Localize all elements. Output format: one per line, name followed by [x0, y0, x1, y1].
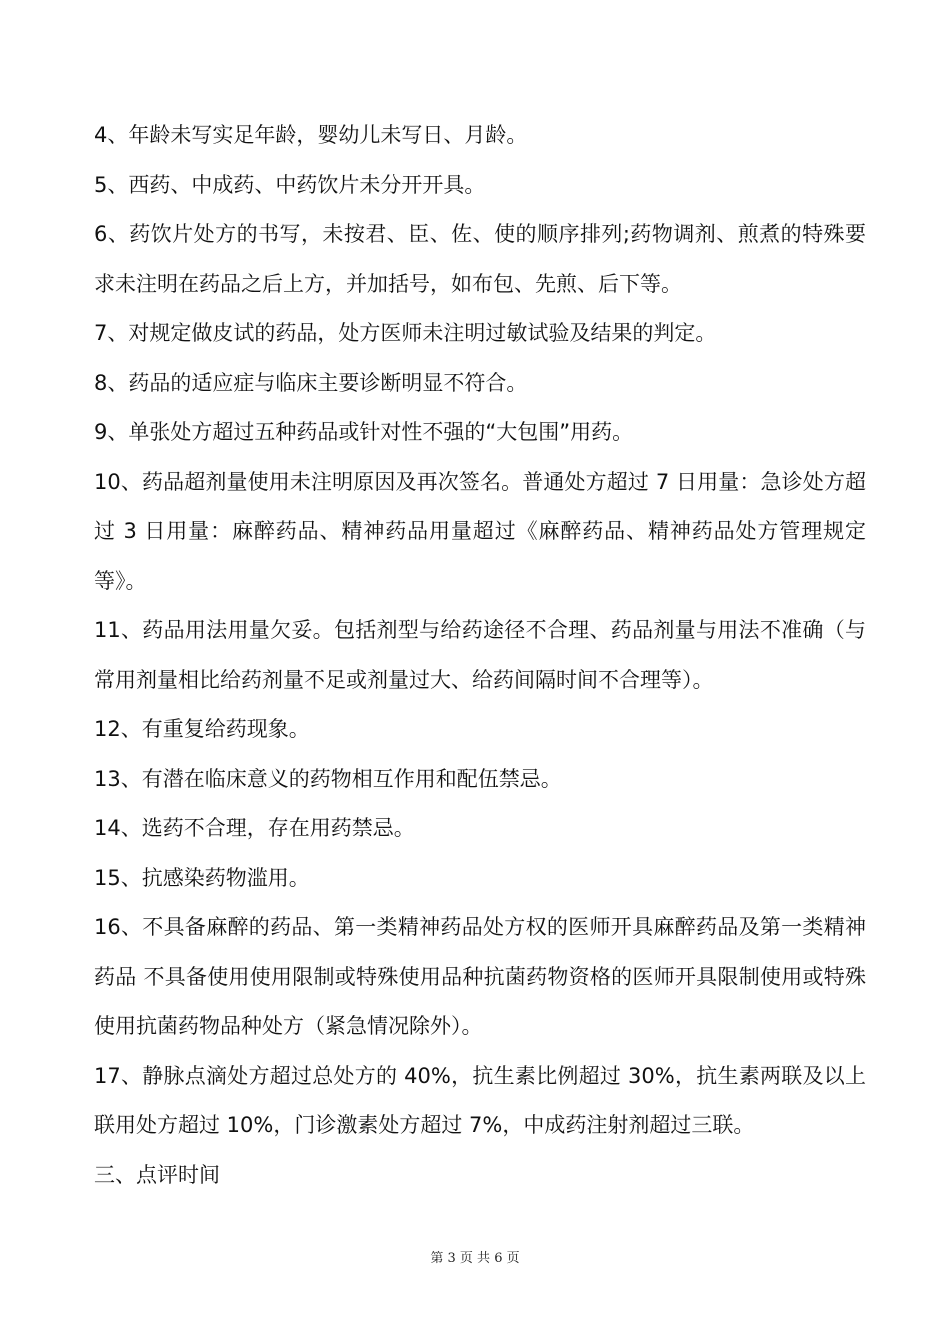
- paragraph-item-6: 6、药饮片处方的书写，未按君、臣、佐、使的顺序排列;药物调剂、煎煮的特殊要求未注明在药品之后上方，并加括号，如布包、先煎、后下等。: [94, 222, 866, 296]
- paragraph-item-9: 9、单张处方超过五种药品或针对性不强的“大包围”用药。: [94, 420, 634, 444]
- paragraph-item-7: 7、对规定做皮试的药品，处方医师未注明过敏试验及结果的判定。: [94, 321, 717, 345]
- paragraph-item-5: 5、西药、中成药、中药饮片未分开开具。: [94, 172, 486, 197]
- paragraph-item-15: 15、抗感染药物滥用。: [94, 865, 310, 890]
- paragraph-item-13: 13、有潜在临床意义的药物相互作用和配伍禁忌。: [94, 766, 562, 791]
- section-heading: 三、点评时间: [94, 1162, 220, 1187]
- paragraph-item-16: 16、不具备麻醉的药品、第一类精神药品处方权的医师开具麻醉药品及第一类精神药品 不具备使用使用限制或特殊使用品种抗菌药物资格的医师开具限制使用或特殊使用抗菌药物品种处方（紧急情况除外）。: [94, 915, 866, 1038]
- document-body: [94, 111, 866, 1200]
- paragraph-item-17: 17、静脉点滴处方超过总处方的 40%，抗生素比例超过 30%，抗生素两联及以上联用处方超过 10%，门诊激素处方超过 7%，中成药注射剂超过三联。: [94, 1063, 866, 1137]
- paragraph-item-10: 10、药品超剂量使用未注明原因及再次签名。普通处方超过 7 日用量：急诊处方超过 3 日用量：麻醉药品、精神药品用量超过《麻醉药品、精神药品处方管理规定等》。: [94, 469, 866, 593]
- paragraph-item-12: 12、有重复给药现象。: [94, 717, 310, 741]
- paragraph-item-14: 14、选药不合理，存在用药禁忌。: [94, 816, 415, 840]
- paragraph-item-11: 11、药品用法用量欠妥。包括剂型与给药途径不合理、药品剂量与用法不准确（与常用剂量相比给药剂量不足或剂量过大、给药间隔时间不合理等）。: [94, 618, 866, 692]
- paragraph-item-4: 4、年龄未写实足年龄，婴幼儿未写日、月龄。: [94, 123, 528, 147]
- page-footer: [0, 1249, 950, 1269]
- paragraph-item-8: 8、药品的适应症与临床主要诊断明显不符合。: [94, 370, 528, 395]
- page-number: 第 3 页 共 6 页: [430, 1251, 520, 1266]
